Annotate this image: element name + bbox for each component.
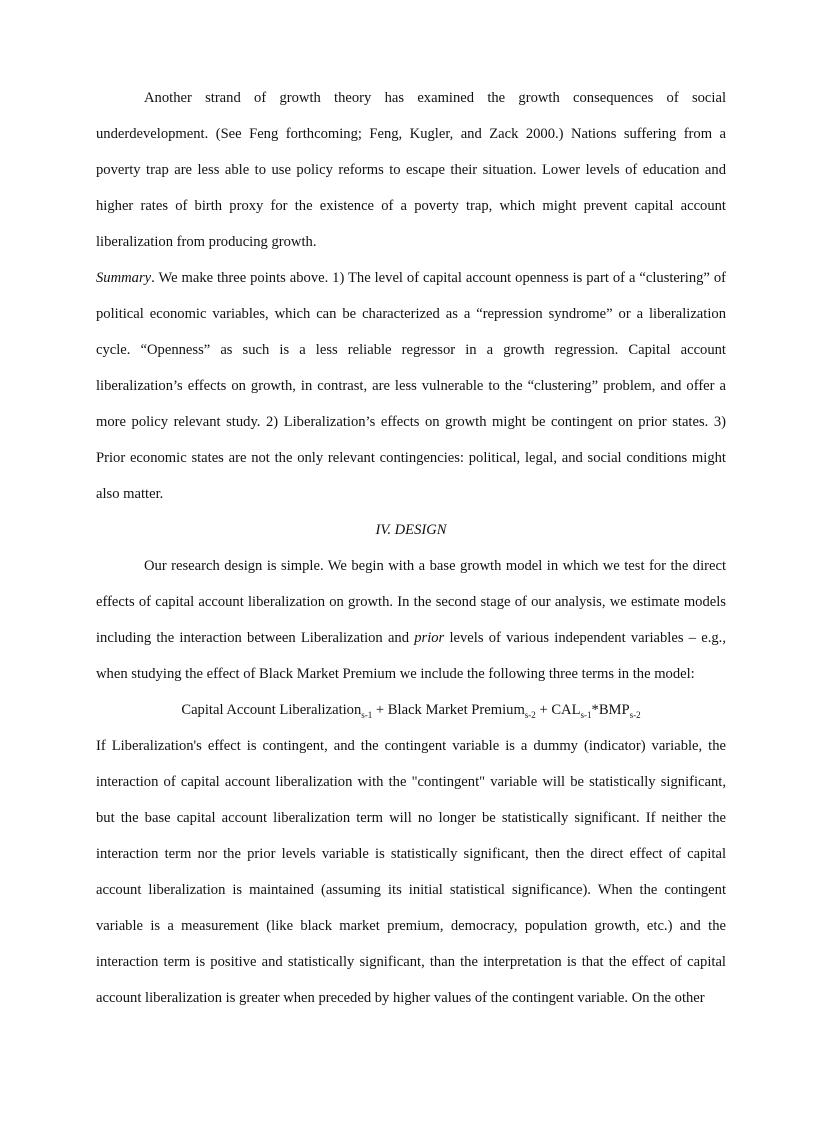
paragraph-poverty-trap: Another strand of growth theory has examined the growth consequences of social underdevelopment. (See Feng forthcoming; Feng, Kugler, and Zack 2000.) Nations suffering from a poverty trap are less able to use policy reforms to escape their situation. Lower levels of education and higher rates of birth proxy for the existence of a poverty trap, which might prevent capital account liberalization from producing growth.	[96, 90, 726, 250]
design-emphasis: prior	[414, 630, 445, 646]
equation-sub2: s-2	[524, 709, 536, 720]
paragraph-contingent: If Liberalization's effect is contingent, and the contingent variable is a dummy (indicator) variable, the interaction of capital account liberalization with the "contingent" variable will be statistically significant, but the base capital account liberalization term will no longer be statistically significant. If neither the interaction term nor the prior levels variable is statistically significant, then the direct effect of capital account liberalization is maintained (assuming its initial statistical significance). When the contingent variable is a measurement (like black market premium, democracy, population growth, etc.) and the interaction term is positive and statistically significant, than the interpretation is that the effect of capital account liberalization is greater when preceded by higher values of the contingent variable. On the other	[96, 738, 726, 1006]
design-text-before: Our research design is simple. We begin with a base growth model in which we test for the direct effects of capital account liberalization on growth. In the second stage of our analysis, we estimate models including the interaction between Liberalization and	[96, 558, 726, 646]
summary-label-suffix: .	[151, 270, 155, 286]
paragraph-summary	[96, 260, 726, 512]
equation-sub3: s-1	[580, 709, 592, 720]
equation-term3: + CAL	[535, 702, 581, 718]
section-heading: IV. DESIGN	[375, 522, 447, 538]
model-equation	[96, 692, 726, 728]
equation-sub4: s-2	[629, 709, 641, 720]
paragraph-design	[96, 548, 726, 692]
equation-term2: + Black Market Premium	[372, 702, 525, 718]
summary-text: We make three points above. 1) The level of capital account openness is part of a “clustering” of political economic variables, which can be characterized as a “repression syndrome” or a liberalization cycle. “Openness” as such is a less reliable regressor in a growth regression. Capital account liberalization’s effects on growth, in contrast, are less vulnerable to the “clustering” problem, and offer a more policy relevant study. 2) Liberalization’s effects on growth might be contingent on prior states. 3) Prior economic states are not the only relevant contingencies: political, legal, and social conditions might also matter.	[96, 270, 726, 502]
document-page	[96, 80, 726, 1016]
equation-sub1: s-1	[361, 709, 373, 720]
design-text-after: levels of various independent variables – e.g., when studying the effect of Black Market Premium we include the following three terms in the model:	[96, 630, 726, 682]
equation-term4: *BMP	[591, 702, 630, 718]
equation-term1: Capital Account Liberalization	[181, 702, 362, 718]
summary-label: Summary	[96, 270, 152, 286]
